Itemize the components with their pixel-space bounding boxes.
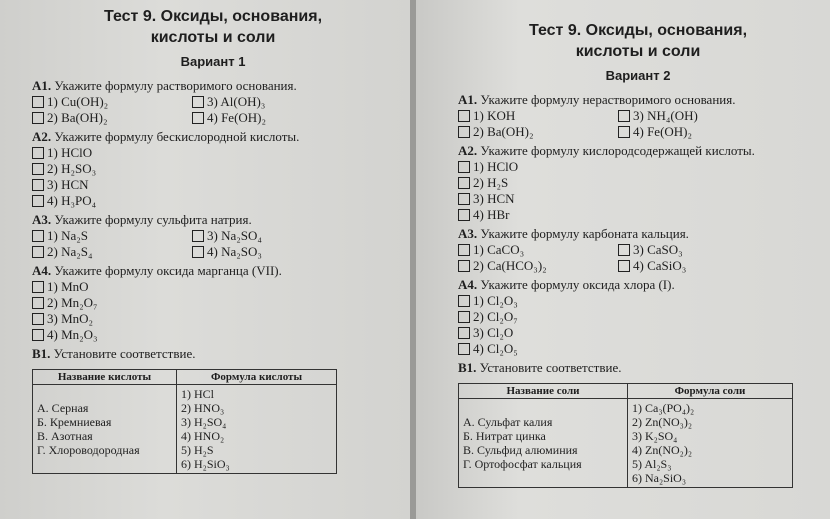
answer-checkbox[interactable]: [32, 246, 44, 258]
question-a3: [32, 212, 394, 227]
question-a3: [458, 226, 818, 241]
answer-option-label: 1) HClO: [47, 145, 93, 160]
names-cell: [33, 385, 177, 474]
answer-option[interactable]: [458, 341, 658, 357]
answer-option[interactable]: [32, 94, 192, 110]
answer-options: [458, 159, 818, 223]
question-text: Укажите формулу оксида марганца (VII).: [54, 263, 282, 278]
answer-option-label: 1) Na₂S: [47, 228, 88, 243]
answer-option-label: 3) HCN: [473, 191, 515, 206]
formula-option: 6) Na₂SiO₃: [632, 471, 687, 485]
variant-heading: Вариант 2: [605, 68, 671, 83]
answer-option-label: 1) KOH: [473, 108, 516, 123]
answer-option-label: 3) CaSO₃: [633, 242, 683, 257]
answer-checkbox[interactable]: [458, 193, 470, 205]
formula-option: 6) H₂SiO₃: [181, 457, 230, 471]
formula-option: 1) Ca₃(PO₄)₂: [632, 401, 695, 415]
answer-checkbox[interactable]: [192, 96, 204, 108]
answer-option-label: 3) NH₄(OH): [633, 108, 698, 123]
answer-checkbox[interactable]: [32, 329, 44, 341]
answer-options: [32, 94, 394, 126]
question-number: A1.: [458, 92, 478, 107]
answer-option[interactable]: [32, 177, 232, 193]
answer-option-label: 2) Mn₂O₇: [47, 295, 98, 310]
question-b1: [458, 360, 818, 375]
answer-option[interactable]: [458, 258, 618, 274]
answer-checkbox[interactable]: [32, 179, 44, 191]
answer-option-label: 1) Cu(OH)₂: [47, 94, 109, 109]
answer-option-label: 2) H₂SO₃: [47, 161, 97, 176]
question-a2: [458, 143, 818, 158]
answer-option-label: 2) H₂S: [473, 175, 509, 190]
substance-name: В. Азотная: [37, 429, 93, 443]
answer-checkbox[interactable]: [458, 177, 470, 189]
answer-options: [458, 108, 818, 140]
answer-option[interactable]: [458, 108, 618, 124]
answer-option-label: 3) HCN: [47, 177, 89, 192]
question-text: Укажите формулу нерастворимого основания.: [480, 92, 736, 107]
substance-name: А. Серная: [37, 401, 89, 415]
substance-name: А. Сульфат калия: [463, 415, 553, 429]
question-a4: [32, 263, 394, 278]
answer-checkbox[interactable]: [458, 209, 470, 221]
answer-option[interactable]: [458, 309, 658, 325]
names-cell: [459, 399, 628, 488]
questions: [32, 78, 394, 343]
substance-name: Г. Хлороводородная: [37, 443, 140, 457]
answer-checkbox[interactable]: [32, 147, 44, 159]
answer-checkbox[interactable]: [32, 96, 44, 108]
answer-option[interactable]: [458, 242, 618, 258]
answer-checkbox[interactable]: [32, 313, 44, 325]
answer-option[interactable]: [192, 244, 352, 260]
answer-option-label: 3) Al(OH)₃: [207, 94, 266, 109]
answer-option-label: 2) Ca(HCO₃)₂: [473, 258, 547, 273]
answer-option-label: 4) Mn₂O₃: [47, 327, 98, 342]
substance-name: Б. Кремниевая: [37, 415, 112, 429]
question-text: Укажите формулу кислородсодержащей кислоты.: [480, 143, 755, 158]
answer-options: [32, 279, 394, 343]
question-a2: [32, 129, 394, 144]
answer-checkbox[interactable]: [618, 110, 630, 122]
answer-option-label: 2) Cl₂O₇: [473, 309, 518, 324]
formula-option: 3) H₂SO₄: [181, 415, 227, 429]
answer-checkbox[interactable]: [32, 112, 44, 124]
answer-options: [458, 293, 818, 357]
table-header-name: Название кислоты: [33, 370, 177, 385]
formula-option: 2) HNO₃: [181, 401, 225, 415]
answer-option[interactable]: [32, 327, 232, 343]
formula-option: 5) Al₂S₃: [632, 457, 672, 471]
left-page: [0, 0, 410, 519]
question-number: A2.: [32, 129, 52, 144]
answer-option-label: 3) MnO₂: [47, 311, 94, 326]
answer-option-label: 2) Na₂S₄: [47, 244, 93, 259]
answer-option[interactable]: [458, 325, 658, 341]
answer-checkbox[interactable]: [32, 163, 44, 175]
answer-checkbox[interactable]: [192, 230, 204, 242]
answer-option-label: 4) HBr: [473, 207, 510, 222]
answer-option-label: 4) Cl₂O₅: [473, 341, 518, 356]
question-text: Укажите формулу сульфита натрия.: [54, 212, 252, 227]
question-a4: [458, 277, 818, 292]
answer-checkbox[interactable]: [458, 327, 470, 339]
answer-option-label: 3) Cl₂O: [473, 325, 514, 340]
answer-option[interactable]: [32, 228, 192, 244]
answer-option[interactable]: [32, 110, 192, 126]
table-header-name: Название соли: [459, 384, 628, 399]
formula-option: 5) H₂S: [181, 443, 214, 457]
answer-option[interactable]: [618, 242, 778, 258]
answer-option[interactable]: [32, 279, 232, 295]
question-number: A4.: [458, 277, 478, 292]
question-text: Укажите формулу карбоната кальция.: [480, 226, 689, 241]
answer-option-label: 1) Cl₂O₃: [473, 293, 518, 308]
title-line-2: кислоты и соли: [150, 29, 276, 46]
right-page: [416, 0, 830, 519]
matching-table: [458, 383, 793, 488]
answer-checkbox[interactable]: [618, 260, 630, 272]
table-header-formula: Формула соли: [628, 384, 793, 399]
answer-option[interactable]: [192, 110, 352, 126]
matching-table: [32, 369, 337, 474]
answer-checkbox[interactable]: [618, 244, 630, 256]
question-number: B1.: [32, 346, 51, 361]
answer-option[interactable]: [618, 108, 778, 124]
answer-option-label: 1) MnO: [47, 279, 89, 294]
formula-option: 2) Zn(NO₃)₂: [632, 415, 693, 429]
answer-checkbox[interactable]: [32, 297, 44, 309]
answer-options: [458, 242, 818, 274]
answer-option-label: 1) CaCO₃: [473, 242, 525, 257]
answer-checkbox[interactable]: [458, 110, 470, 122]
question-a1: [32, 78, 394, 93]
table-header-formula: Формула кислоты: [177, 370, 337, 385]
question-number: B1.: [458, 360, 477, 375]
title-line-2: кислоты и соли: [575, 43, 701, 60]
title-line-1: Тест 9. Оксиды, основания,: [528, 22, 748, 39]
question-number: A4.: [32, 263, 52, 278]
answer-option-label: 3) Na₂SO₄: [207, 228, 262, 243]
answer-checkbox[interactable]: [458, 311, 470, 323]
answer-option[interactable]: [32, 161, 232, 177]
answer-checkbox[interactable]: [32, 195, 44, 207]
answer-option[interactable]: [458, 124, 618, 140]
answer-option[interactable]: [32, 145, 232, 161]
answer-checkbox[interactable]: [458, 161, 470, 173]
answer-option[interactable]: [618, 258, 778, 274]
answer-option-label: 4) Fe(OH)₂: [207, 110, 267, 125]
answer-checkbox[interactable]: [618, 126, 630, 138]
question-text: Установите соответствие.: [479, 360, 622, 375]
variant-heading: Вариант 1: [180, 54, 246, 69]
formula-option: 4) HNO₂: [181, 429, 225, 443]
answer-option[interactable]: [458, 207, 658, 223]
answer-checkbox[interactable]: [458, 244, 470, 256]
answer-option[interactable]: [458, 175, 658, 191]
answer-options: [32, 228, 394, 260]
questions: [458, 92, 818, 357]
answer-option-label: 2) Ba(OH)₂: [47, 110, 108, 125]
answer-option[interactable]: [618, 124, 778, 140]
answer-checkbox[interactable]: [192, 112, 204, 124]
formulas-cell: [177, 385, 337, 474]
answer-option[interactable]: [458, 159, 658, 175]
answer-checkbox[interactable]: [192, 246, 204, 258]
answer-checkbox[interactable]: [458, 343, 470, 355]
question-text: Укажите формулу бескислородной кислоты.: [54, 129, 300, 144]
formula-option: 3) K₂SO₄: [632, 429, 678, 443]
question-number: A3.: [458, 226, 478, 241]
answer-option-label: 4) Na₂SO₃: [207, 244, 262, 259]
answer-option[interactable]: [32, 244, 192, 260]
title-line-1: Тест 9. Оксиды, основания,: [103, 8, 323, 25]
answer-option[interactable]: [192, 228, 352, 244]
answer-checkbox[interactable]: [458, 295, 470, 307]
question-text: Укажите формулу растворимого основания.: [54, 78, 297, 93]
answer-checkbox[interactable]: [458, 126, 470, 138]
answer-option[interactable]: [192, 94, 352, 110]
formula-option: 1) HCl: [181, 387, 214, 401]
answer-checkbox[interactable]: [32, 230, 44, 242]
question-text: Установите соответствие.: [53, 346, 196, 361]
question-text: Укажите формулу оксида хлора (I).: [480, 277, 675, 292]
question-number: A3.: [32, 212, 52, 227]
answer-options: [32, 145, 394, 209]
answer-option-label: 4) CaSiO₃: [633, 258, 687, 273]
substance-name: Б. Нитрат цинка: [463, 429, 546, 443]
formulas-cell: [628, 399, 793, 488]
answer-option[interactable]: [32, 311, 232, 327]
answer-option[interactable]: [32, 295, 232, 311]
substance-name: Г. Ортофосфат кальция: [463, 457, 582, 471]
answer-option[interactable]: [32, 193, 232, 209]
formula-option: 4) Zn(NO₂)₂: [632, 443, 693, 457]
page-title: [458, 20, 818, 62]
answer-checkbox[interactable]: [458, 260, 470, 272]
answer-checkbox[interactable]: [32, 281, 44, 293]
answer-option[interactable]: [458, 293, 658, 309]
answer-option[interactable]: [458, 191, 658, 207]
question-number: A2.: [458, 143, 478, 158]
substance-name: В. Сульфид алюминия: [463, 443, 578, 457]
question-b1: [32, 346, 394, 361]
answer-option-label: 4) Fe(OH)₂: [633, 124, 693, 139]
question-number: A1.: [32, 78, 52, 93]
answer-option-label: 4) H₃PO₄: [47, 193, 97, 208]
answer-option-label: 1) HClO: [473, 159, 519, 174]
question-a1: [458, 92, 818, 107]
page-title: [32, 6, 394, 48]
answer-option-label: 2) Ba(OH)₂: [473, 124, 534, 139]
